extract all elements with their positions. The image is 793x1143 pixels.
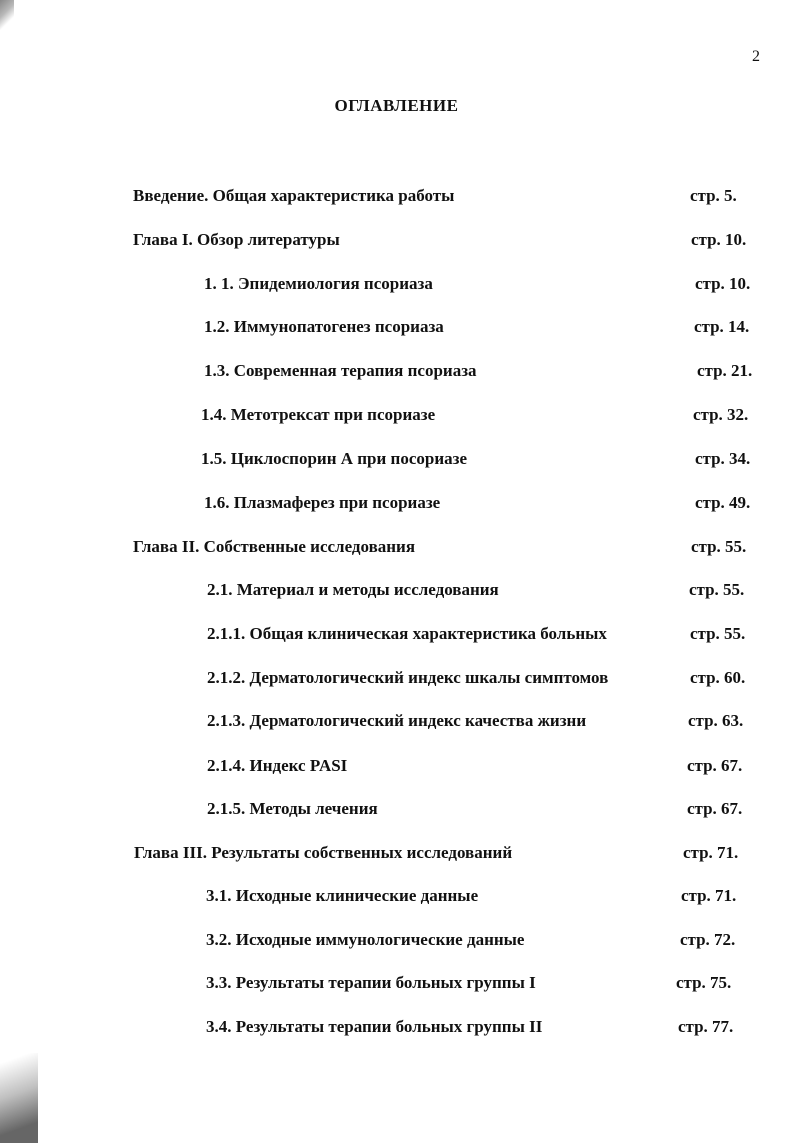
toc-entry-label: 2.1.1. Общая клиническая характеристика больных <box>207 624 607 643</box>
toc-entry-page: стр. 32. <box>693 405 749 424</box>
toc-entry-label: 1.6. Плазмаферез при псориазе <box>204 493 441 512</box>
toc-entry-page: стр. 49. <box>695 493 751 512</box>
toc-entry-label: 1.3. Современная терапия псориаза <box>204 361 477 380</box>
toc-entry-page: стр. 71. <box>681 886 737 905</box>
toc-entry-label: Глава III. Результаты собственных исследований <box>134 843 513 862</box>
toc-entry-page: стр. 63. <box>688 711 744 730</box>
toc-entry-label: 2.1. Материал и методы исследования <box>207 580 499 599</box>
toc-entry-page: стр. 67. <box>687 799 743 818</box>
toc-entry-page: стр. 21. <box>697 361 753 380</box>
toc-entry-label: 3.2. Исходные иммунологические данные <box>206 930 525 949</box>
toc-entry-label: 1.5. Циклоспорин А при посориазе <box>201 449 468 468</box>
toc-entry-page: стр. 55. <box>691 537 747 556</box>
toc-entry-page: стр. 60. <box>690 668 746 687</box>
toc-entry-label: 1. 1. Эпидемиология псориаза <box>204 274 433 293</box>
page-title-text: ОГЛАВЛЕНИЕ <box>334 96 459 115</box>
toc-entry-page: стр. 34. <box>695 449 751 468</box>
toc-entry-label: 2.1.2. Дерматологический индекс шкалы симптомов <box>207 668 609 687</box>
toc-entry-page: стр. 72. <box>680 930 736 949</box>
toc-entry-page: стр. 55. <box>690 624 746 643</box>
toc-entry-label: 3.1. Исходные клинические данные <box>206 886 479 905</box>
toc-entry-label: 3.4. Результаты терапии больных группы II <box>206 1017 543 1036</box>
toc-entry-label: 1.2. Иммунопатогенез псориаза <box>204 317 444 336</box>
toc-entry-page: стр. 75. <box>676 973 732 992</box>
toc-entry-page: стр. 5. <box>690 186 737 205</box>
toc-entry-label: 2.1.3. Дерматологический индекс качества жизни <box>207 711 587 730</box>
toc-entry-page: стр. 55. <box>689 580 745 599</box>
toc-entry-label: Глава II. Собственные исследования <box>133 537 416 556</box>
toc-entry-label: 1.4. Метотрексат при псориазе <box>201 405 436 424</box>
toc-entry-label: Введение. Общая характеристика работы <box>133 186 455 205</box>
toc-entry-label: 3.3. Результаты терапии больных группы I <box>206 973 536 992</box>
page-number: 2 <box>752 48 760 65</box>
scan-artifact-top <box>0 0 14 30</box>
scan-artifact-bottom <box>0 1053 38 1143</box>
toc-entry-label: 2.1.4. Индекс PASI <box>207 756 348 775</box>
toc-entry-page: стр. 77. <box>678 1017 734 1036</box>
page-title <box>0 96 793 116</box>
toc-entry-page: стр. 10. <box>695 274 751 293</box>
toc-entry-page: стр. 14. <box>694 317 750 336</box>
toc-entry-page: стр. 10. <box>691 230 747 249</box>
toc-entry-label: Глава I. Обзор литературы <box>133 230 340 249</box>
toc-entry-page: стр. 67. <box>687 756 743 775</box>
toc-entry-label: 2.1.5. Методы лечения <box>207 799 378 818</box>
toc-entry-page: стр. 71. <box>683 843 739 862</box>
